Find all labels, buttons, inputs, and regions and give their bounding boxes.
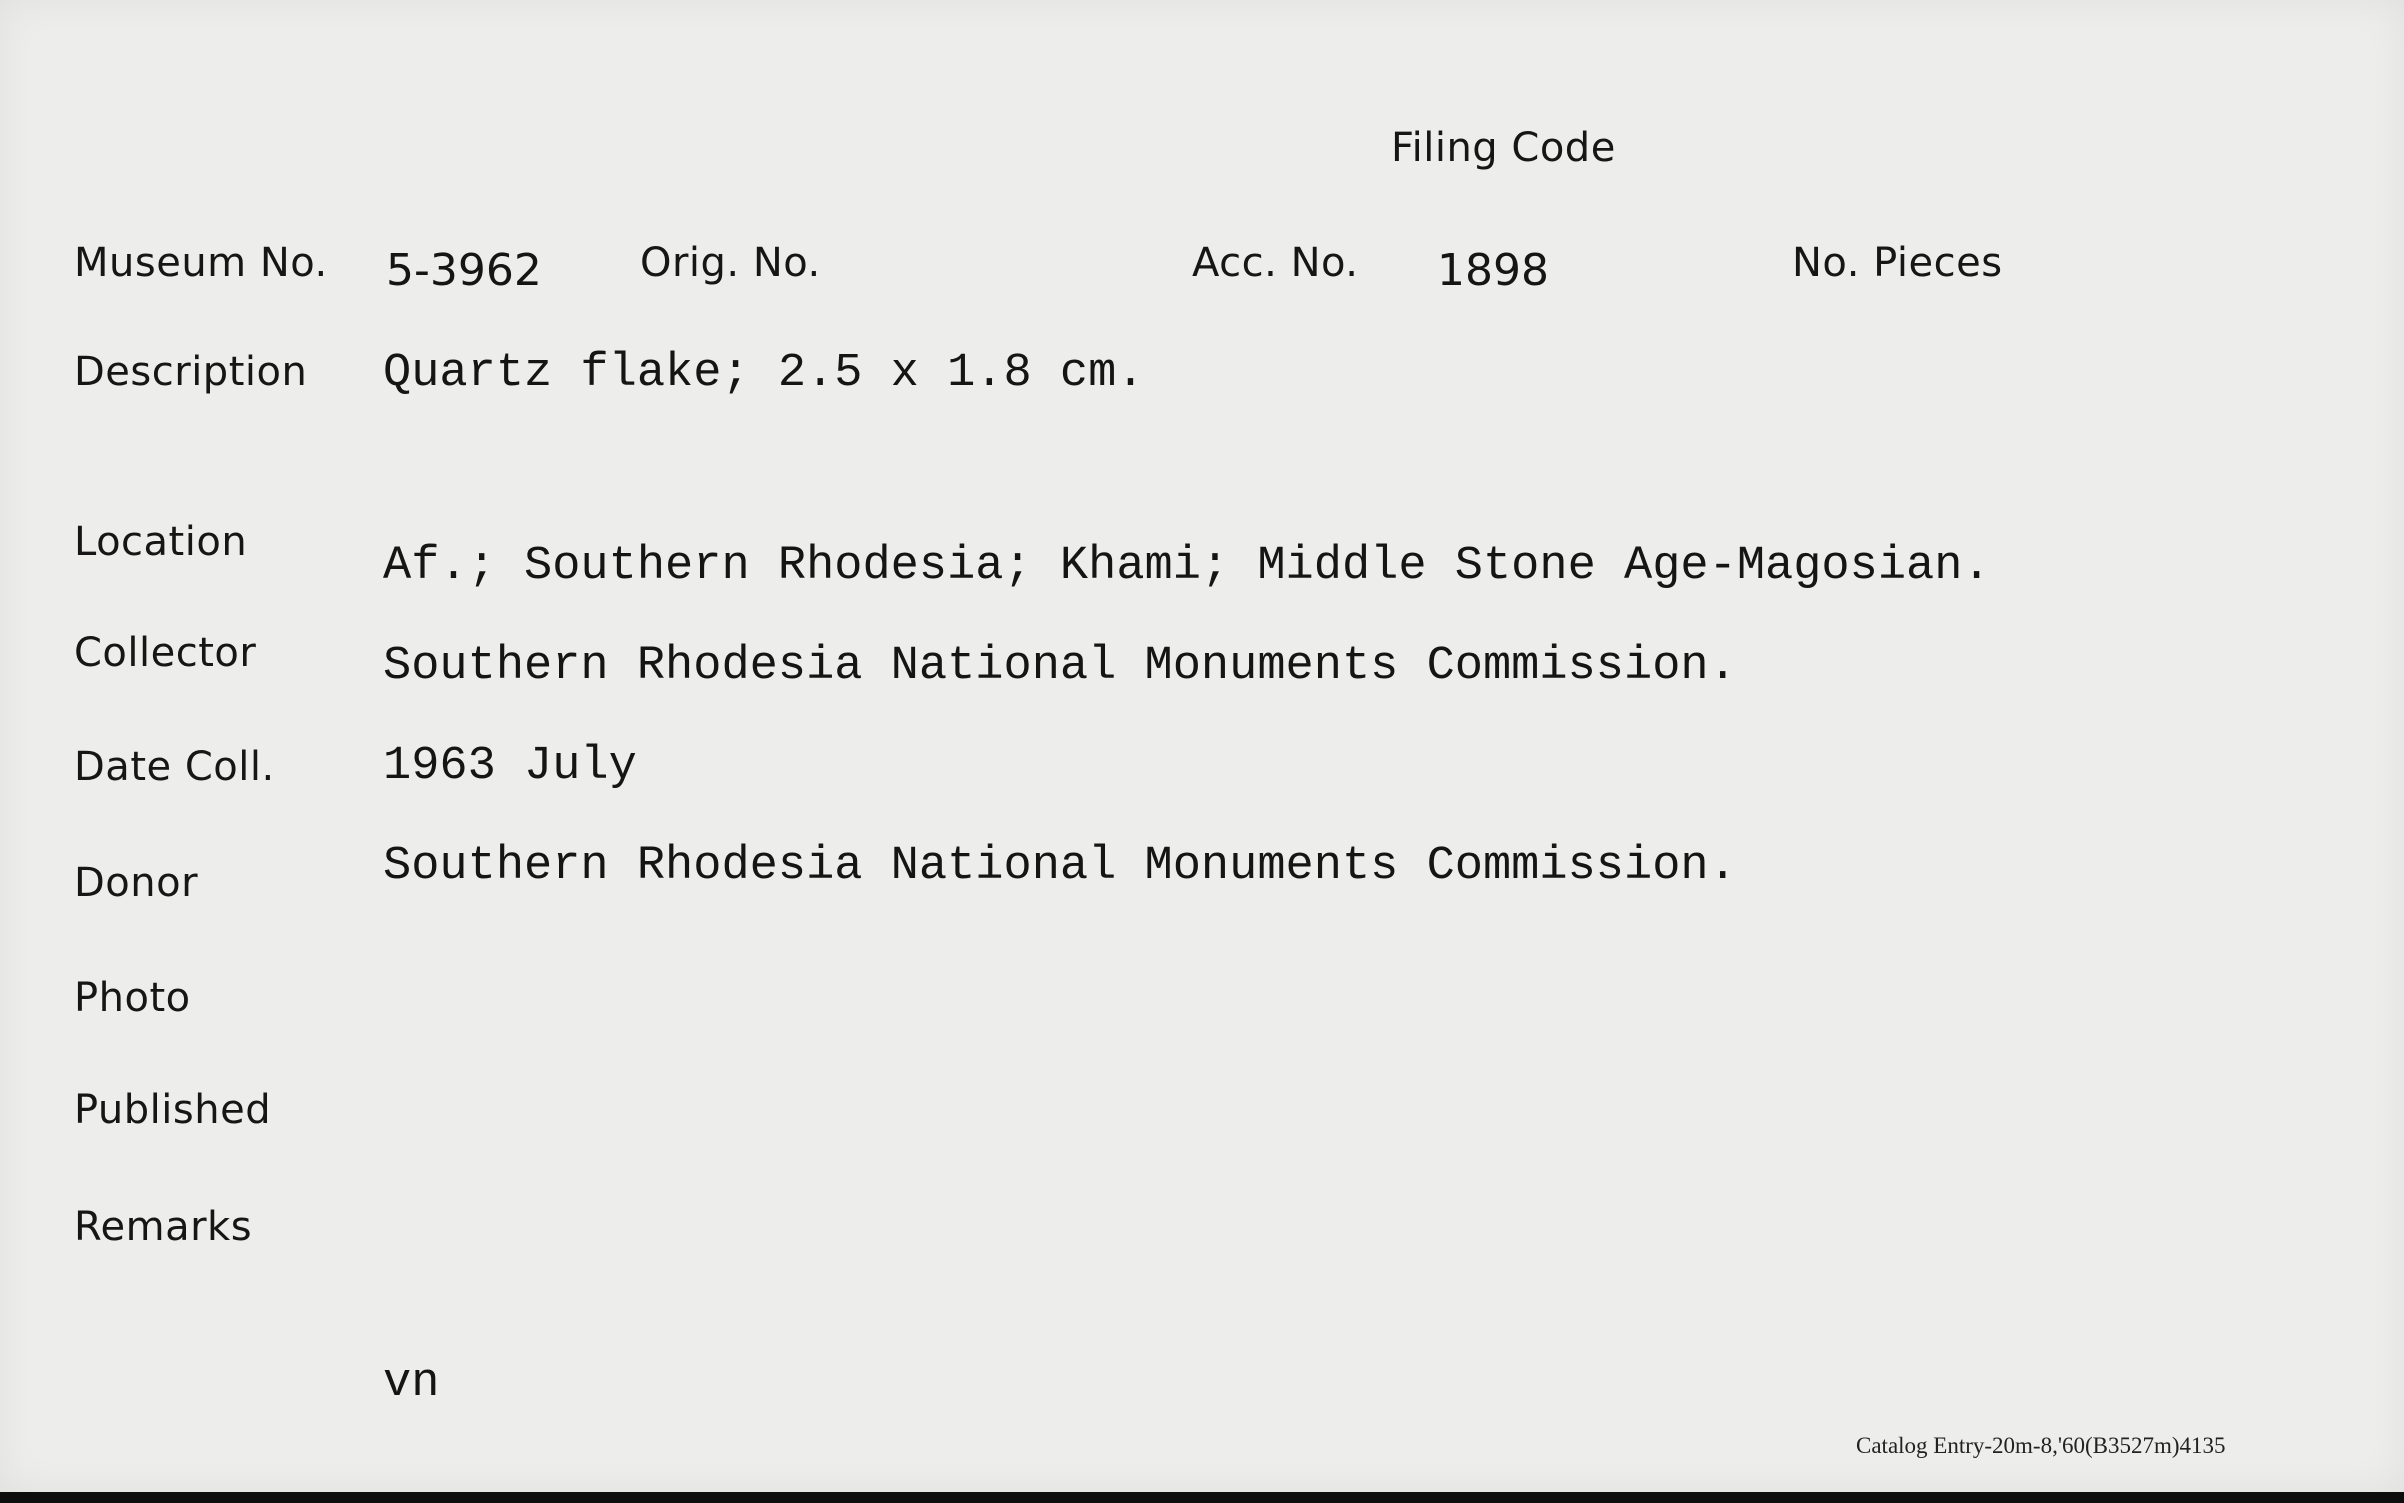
donor-value: Southern Rhodesia National Monuments Commission. bbox=[383, 840, 1737, 893]
donor-label: Donor bbox=[74, 860, 199, 906]
location-label: Location bbox=[74, 519, 248, 565]
photo-label: Photo bbox=[74, 975, 191, 1021]
date-coll-value: 1963 July bbox=[383, 740, 637, 793]
museum-no-value: 5-3962 bbox=[386, 245, 542, 296]
no-pieces-label: No. Pieces bbox=[1792, 240, 2003, 286]
published-label: Published bbox=[74, 1087, 272, 1133]
description-value: Quartz flake; 2.5 x 1.8 cm. bbox=[383, 347, 1145, 400]
description-label: Description bbox=[74, 349, 308, 395]
collector-label: Collector bbox=[74, 630, 257, 676]
orig-no-label: Orig. No. bbox=[640, 240, 821, 286]
filing-code-label: Filing Code bbox=[1391, 125, 1616, 171]
catalog-footer: Catalog Entry-20m-8,'60(B3527m)4135 bbox=[1856, 1433, 2226, 1458]
collector-value: Southern Rhodesia National Monuments Commission. bbox=[383, 640, 1737, 693]
acc-no-value: 1898 bbox=[1437, 245, 1549, 296]
museum-no-label: Museum No. bbox=[74, 240, 328, 286]
acc-no-label: Acc. No. bbox=[1192, 240, 1359, 286]
location-value: Af.; Southern Rhodesia; Khami; Middle Stone Age-Magosian. bbox=[383, 540, 1991, 593]
remarks-label: Remarks bbox=[74, 1204, 253, 1250]
initials: vn bbox=[383, 1357, 440, 1410]
date-coll-label: Date Coll. bbox=[74, 744, 275, 790]
